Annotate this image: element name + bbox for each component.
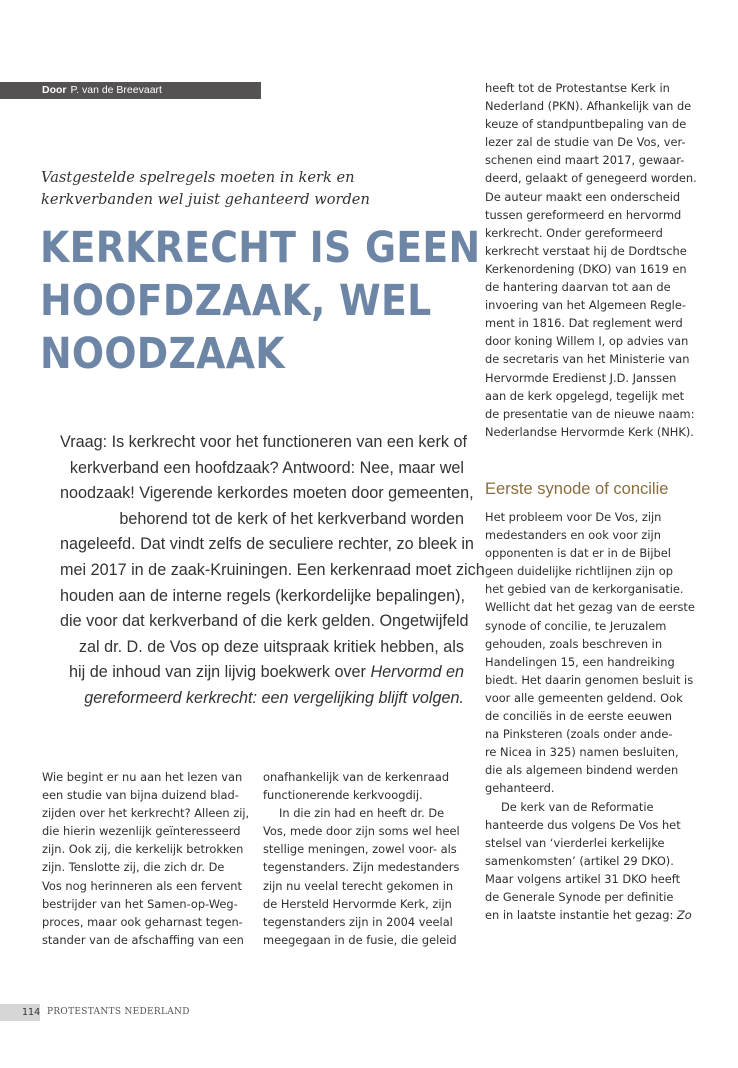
body-line: hanteerde dus volgens De Vos het — [485, 817, 681, 832]
intro-line: die voor dat kerkverband of die kerk gelden. Ongetwijfeld — [60, 612, 469, 631]
body-column-2 — [263, 768, 468, 949]
body-line — [485, 906, 695, 924]
body-line: In die zin had en heeft dr. De — [279, 806, 445, 821]
body-line: die als algemeen bindend werden — [485, 763, 679, 778]
body-line: Hervormde Eredienst J.D. Janssen — [485, 370, 677, 385]
headline-line: HOOFDZAAK, WEL — [40, 276, 432, 326]
body-line: kerkrecht. Onder gereformeerd — [485, 225, 663, 240]
body-line: zijden over het kerkrecht? Alleen zij, — [42, 806, 250, 821]
headline-line: NOODZAAK — [40, 329, 285, 379]
body-line: proces, maar ook geharnast tegen- — [42, 914, 243, 929]
body-line: door koning Willem I, op advies van — [485, 334, 689, 349]
intro-line-text: hij de inhoud van zijn lijvig boekwerk over — [69, 663, 366, 682]
intro-line: noodzaak! Vigerende kerkordes moeten door gemeenten, — [60, 484, 474, 503]
body-line: de Generale Synode per definitie — [485, 889, 674, 904]
byline-prefix: Door — [42, 84, 67, 96]
body-line: Kerkenordening (DKO) van 1619 en — [485, 261, 687, 276]
body-line: geen duidelijke richtlijnen zijn op — [485, 564, 673, 579]
body-line: synode of concilie, te Jeruzalem — [485, 618, 667, 633]
byline — [0, 82, 261, 99]
subtitle-line: kerkverbanden wel juist gehanteerd worden — [41, 191, 370, 208]
body-line: opponenten is dat er in de Bijbel — [485, 546, 671, 561]
intro-line — [60, 660, 464, 686]
section-heading: Eerste synode of concilie — [485, 480, 669, 498]
body-line: De kerk van de Reformatie — [501, 799, 654, 814]
body-column-3-continued — [485, 508, 695, 924]
body-line: Vos nog herinneren als een fervent — [42, 878, 242, 893]
body-line: ment in 1816. Dat reglement werd — [485, 316, 683, 331]
body-line: tegenstanders zijn in 2004 veelal — [263, 914, 453, 929]
body-line: samenkomsten’ (artikel 29 DKO). — [485, 853, 674, 868]
body-line: Wellicht dat het gezag van de eerste — [485, 600, 695, 615]
body-line: de hantering daarvan tot aan de — [485, 280, 671, 295]
body-line: de conciliës in de eerste eeuwen — [485, 709, 672, 724]
book-title-italic: Hervormd en — [370, 663, 464, 682]
body-line: bestrijder van het Samen-op-Weg- — [42, 896, 238, 911]
body-line: stelsel van ‘vierderlei kerkelijke — [485, 835, 665, 850]
body-line: keuze of standpuntbepaling van de — [485, 117, 687, 132]
body-line: die hierin wezenlijk geïnteresseerd — [42, 824, 241, 839]
body-line: voor alle gemeenten geldend. Ook — [485, 690, 683, 705]
intro-paragraph — [60, 430, 485, 712]
quote-start-italic: Zo — [676, 908, 692, 923]
body-line: meegegaan in de fusie, die geleid — [263, 932, 457, 947]
intro-line: houden aan de interne regels (kerkordelijke bepalingen), — [60, 586, 465, 605]
body-line: invoering van het Algemeen Regle- — [485, 298, 686, 313]
body-line: Het probleem voor De Vos, zijn — [485, 510, 662, 524]
article-headline — [40, 222, 481, 381]
body-line: Vos, mede door zijn soms wel heel — [263, 824, 460, 839]
body-line: na Pinksteren (zoals onder ande- — [485, 727, 673, 742]
body-column-3 — [485, 79, 695, 441]
body-line: biedt. Het daarin genomen besluit is — [485, 672, 694, 687]
body-column-1 — [42, 768, 250, 949]
intro-line: behorend tot de kerk of het kerkverband worden — [119, 509, 464, 528]
body-line: aan de kerk opgelegd, tegelijk met — [485, 388, 685, 403]
body-line: Nederlandse Hervormde Kerk (NHK). — [485, 424, 694, 439]
body-line: stander van de afschaffing van een — [42, 932, 244, 947]
body-line: re Nicea in 325) namen besluiten, — [485, 745, 679, 760]
body-line: Handelingen 15, een handreiking — [485, 654, 675, 669]
intro-line: zal dr. D. de Vos op deze uitspraak kritiek hebben, als — [78, 637, 464, 656]
body-line: heeft tot de Protestantse Kerk in — [485, 81, 670, 95]
body-line: kerkrecht verstaat hij de Dordtsche — [485, 243, 687, 258]
body-line: de secretaris van het Ministerie van — [485, 352, 690, 367]
body-line: de Hersteld Hervormde Kerk, zijn — [263, 896, 452, 911]
body-line: deerd, gelaakt of genegeerd worden. — [485, 171, 697, 186]
body-line: stellige meningen, zowel voor- als — [263, 842, 457, 857]
body-line: Wie begint er nu aan het lezen van — [42, 770, 243, 784]
byline-author: P. van de Breevaart — [70, 84, 162, 96]
intro-line: mei 2017 in de zaak-Kruiningen. Een kerkenraad moet zich — [60, 560, 485, 579]
body-line: een studie van bijna duizend blad- — [42, 788, 239, 803]
body-line-text: en in laatste instantie het gezag: — [485, 908, 674, 923]
body-line: tussen gereformeerd en hervormd — [485, 207, 682, 222]
body-line: De auteur maakt een onderscheid — [485, 189, 681, 204]
body-line: de presentatie van de nieuwe naam: — [485, 406, 695, 421]
headline-line: KERKRECHT IS GEEN — [40, 223, 481, 273]
body-line: het gebied van de kerkorganisatie. — [485, 582, 684, 597]
body-line: zijn nu veelal terecht gekomen in — [263, 878, 454, 893]
body-line: Nederland (PKN). Afhankelijk van de — [485, 99, 692, 114]
body-line: schenen eind maart 2017, gewaar- — [485, 153, 685, 168]
body-line: zijn. Ook zij, die kerkelijk betrokken — [42, 842, 244, 857]
intro-line: Vraag: Is kerkrecht voor het functioneren van een kerk of — [60, 433, 468, 451]
body-line: Maar volgens artikel 31 DKO heeft — [485, 871, 681, 886]
body-line: gehouden, zoals beschreven in — [485, 636, 663, 651]
intro-line: kerkverband een hoofdzaak? Antwoord: Nee, maar wel — [69, 458, 464, 477]
body-line: zijn. Tenslotte zij, die zich dr. De — [42, 860, 225, 875]
intro-line — [60, 686, 464, 712]
body-line: tegenstanders. Zijn medestanders — [263, 860, 460, 875]
article-subtitle — [41, 167, 421, 211]
body-line: functionerende kerkvoogdij. — [263, 788, 423, 803]
body-line: lezer zal de studie van De Vos, ver- — [485, 135, 686, 150]
page-number: 114 — [22, 1007, 41, 1018]
subtitle-line: Vastgestelde spelregels moeten in kerk en — [41, 169, 355, 186]
body-line: gehanteerd. — [485, 781, 555, 796]
publication-name: PROTESTANTS NEDERLAND — [47, 1007, 190, 1017]
intro-line: nageleefd. Dat vindt zelfs de seculiere rechter, zo bleek in — [60, 535, 474, 554]
body-line: medestanders en ook voor zijn — [485, 528, 661, 543]
body-line: onafhankelijk van de kerkenraad — [263, 770, 450, 784]
book-title-italic: gereformeerd kerkrecht: een vergelijking blijft volgen. — [84, 688, 464, 707]
